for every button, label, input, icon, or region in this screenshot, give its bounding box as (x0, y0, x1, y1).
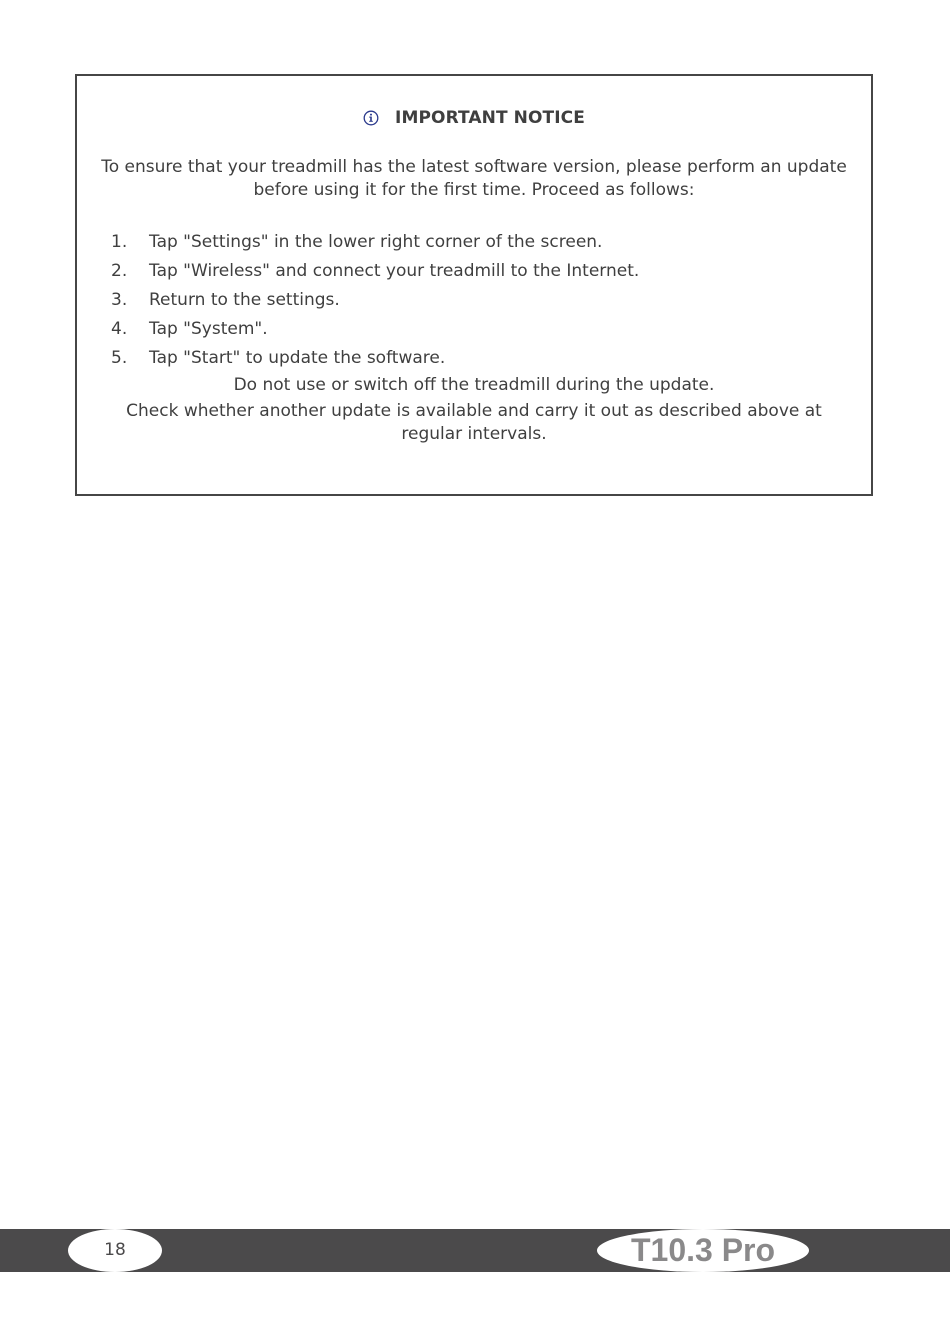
list-item (111, 318, 851, 347)
steps-list (111, 231, 851, 376)
important-notice-box (75, 74, 873, 496)
step-number: 4. (111, 319, 128, 339)
list-item (111, 231, 851, 260)
notice-title: IMPORTANT NOTICE (395, 108, 585, 128)
list-item (111, 260, 851, 289)
step-number: 3. (111, 290, 128, 310)
step-number: 5. (111, 348, 128, 368)
list-item (111, 289, 851, 318)
page-number: 18 (104, 1240, 126, 1260)
intro-paragraph: To ensure that your treadmill has the latest software version, please perform an update before using it for the first time. Proceed as follows: (101, 157, 847, 200)
step-text: Tap "Start" to update the software. (149, 348, 446, 368)
step-text: Return to the settings. (149, 290, 340, 310)
step-text: Tap "Settings" in the lower right corner of the screen. (149, 232, 603, 252)
info-icon (363, 110, 379, 131)
step-text: Tap "System". (149, 319, 268, 339)
step-number: 2. (111, 261, 128, 281)
step-number: 1. (111, 232, 128, 252)
step-text: Tap "Wireless" and connect your treadmill to the Internet. (149, 261, 640, 281)
list-item (111, 347, 851, 376)
model-name: T10.3 Pro (630, 1232, 776, 1268)
notice-header (77, 108, 871, 131)
update-warning: Do not use or switch off the treadmill during the update. (233, 375, 715, 395)
check-update-text: Check whether another update is available and carry it out as described above at regular intervals. (126, 401, 822, 444)
